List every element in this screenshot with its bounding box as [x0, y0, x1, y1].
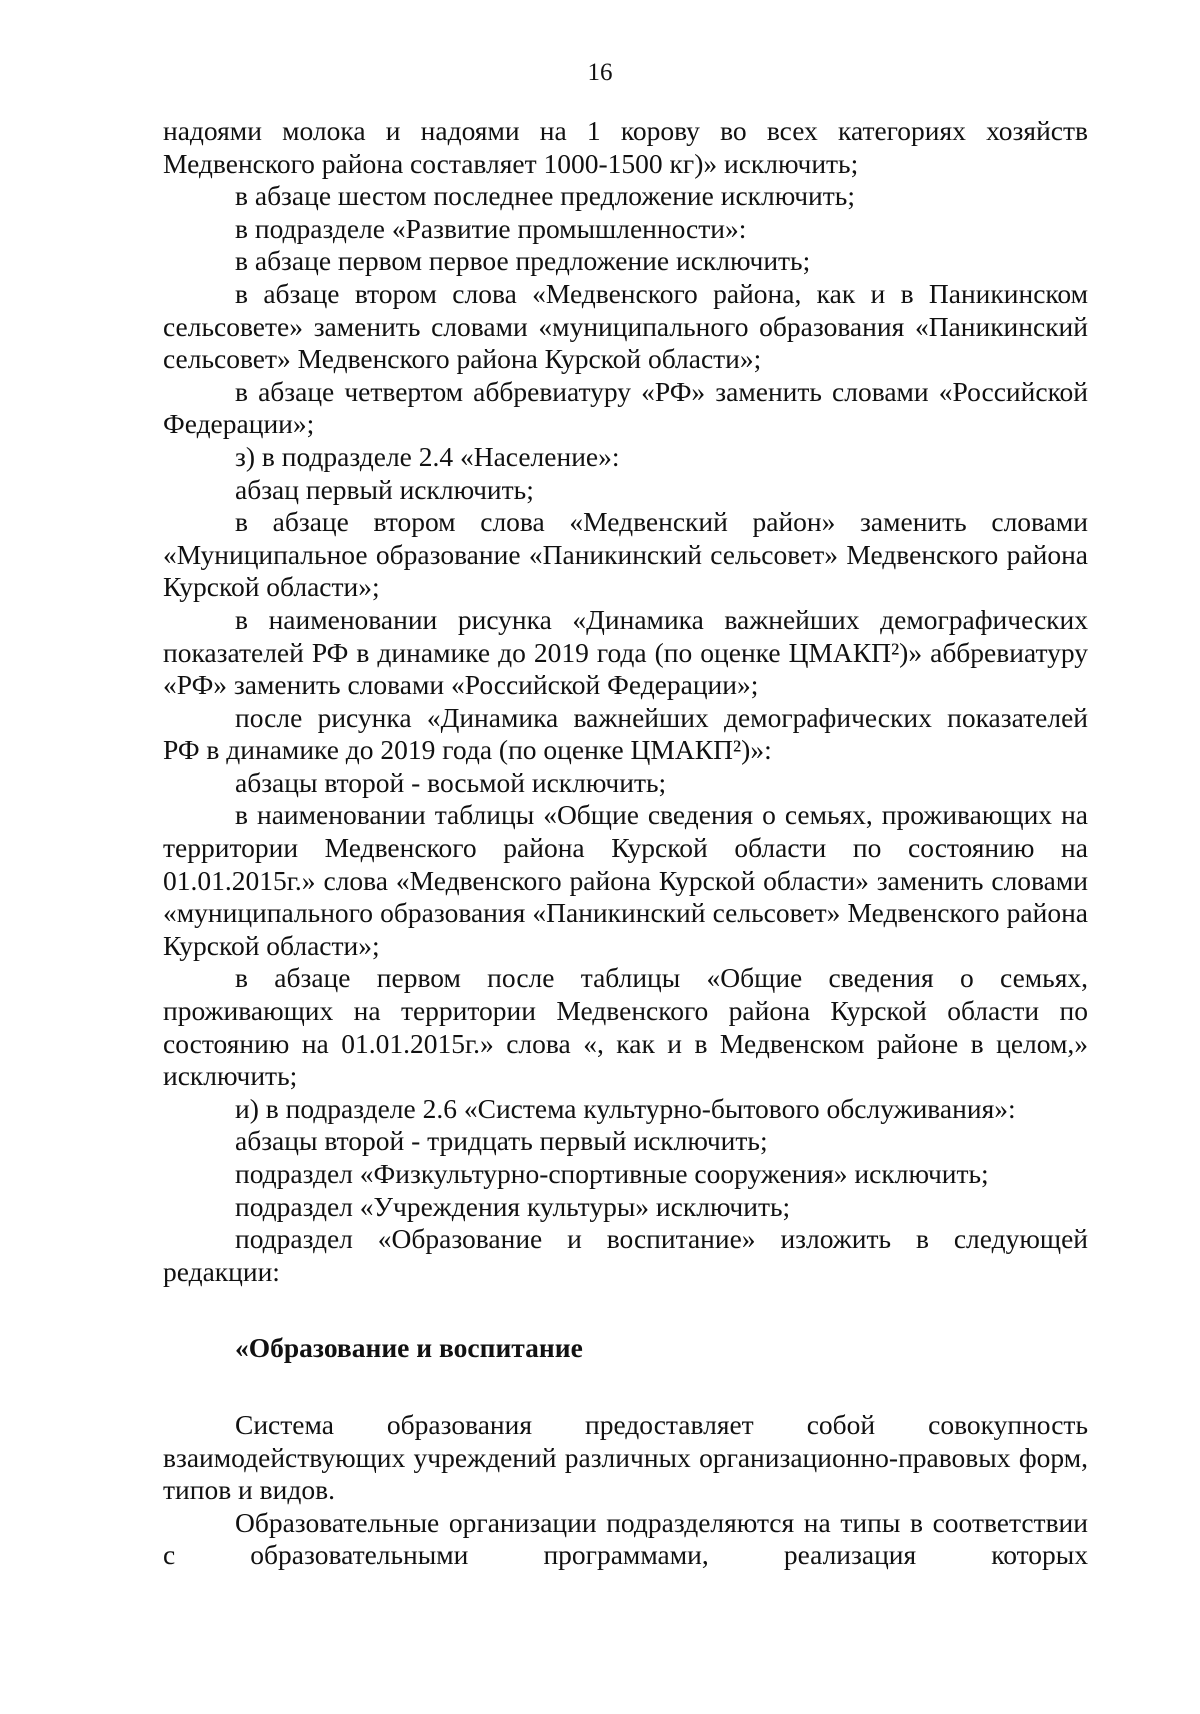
paragraph: абзацы второй - восьмой исключить;	[235, 766, 667, 798]
paragraph: в абзаце четвертом аббревиатуру «РФ» заменить словами «Российской Федерации»;	[163, 375, 1088, 440]
section-paragraph: Образовательные организации подразделяются на типы в соответствии с образовательными программами, реализация которых	[163, 1506, 1088, 1571]
paragraph: абзацы второй - тридцать первый исключить;	[235, 1125, 768, 1157]
section-paragraph: Система образования предоставляет собой совокупность взаимодействующих учреждений различных организационно-правовых форм, типов и видов.	[163, 1408, 1088, 1506]
paragraph: в абзаце первом после таблицы «Общие сведения о семьях, проживающих на территории Медвенского района Курской области по состоянию на 01.01.2015г.» слова «, как и в Медвенском районе в целом,» исключить;	[163, 962, 1088, 1092]
paragraph-continuation: надоями молока и надоями на 1 корову во всех категориях хозяйств Медвенского района составляет 1000-1500 кг)» исключить;	[163, 115, 1088, 179]
paragraph: и) в подразделе 2.6 «Система культурно-бытового обслуживания»:	[235, 1092, 1016, 1124]
section-heading: «Образование и воспитание	[235, 1332, 583, 1364]
paragraph: в абзаце втором слова «Медвенский район» заменить словами «Муниципальное образование «Паникинский сельсовет» Медвенского района Курской области»;	[163, 506, 1088, 603]
paragraph: з) в подразделе 2.4 «Население»:	[235, 440, 620, 472]
paragraph: в абзаце шестом последнее предложение исключить;	[235, 180, 855, 212]
paragraph: в подразделе «Развитие промышленности»:	[235, 212, 747, 244]
paragraph: подраздел «Образование и воспитание» изложить в следующей редакции:	[163, 1223, 1088, 1287]
paragraph: после рисунка «Динамика важнейших демографических показателей РФ в динамике до 2019 года (по оценке ЦМАКП²)»:	[163, 701, 1088, 766]
paragraph: подраздел «Физкультурно-спортивные сооружения» исключить;	[235, 1158, 989, 1189]
paragraph: абзац первый исключить;	[235, 473, 534, 505]
paragraph: в абзаце втором слова «Медвенского района, как и в Паникинском сельсовете» заменить словами «муниципального образования «Паникинский сельсовет» Медвенского района Курской области»;	[163, 277, 1088, 375]
document-body	[163, 115, 1088, 1572]
paragraph: в абзаце первом первое предложение исключить;	[235, 245, 811, 277]
paragraph: подраздел «Учреждения культуры» исключить;	[235, 1190, 791, 1222]
page-number: 16	[587, 59, 613, 86]
paragraph: в наименовании таблицы «Общие сведения о семьях, проживающих на территории Медвенского района Курской области по состоянию на 01.01.2015г.» слова «Медвенского района Курской области» заменить словами «муниципального образования «Паникинский сельсовет» Медвенского района Курской области»;	[163, 799, 1088, 961]
paragraph: в наименовании рисунка «Динамика важнейших демографических показателей РФ в динамике до 2019 года (по оценке ЦМАКП²)» аббревиатуру «РФ» заменить словами «Российской Федерации»;	[163, 603, 1088, 701]
